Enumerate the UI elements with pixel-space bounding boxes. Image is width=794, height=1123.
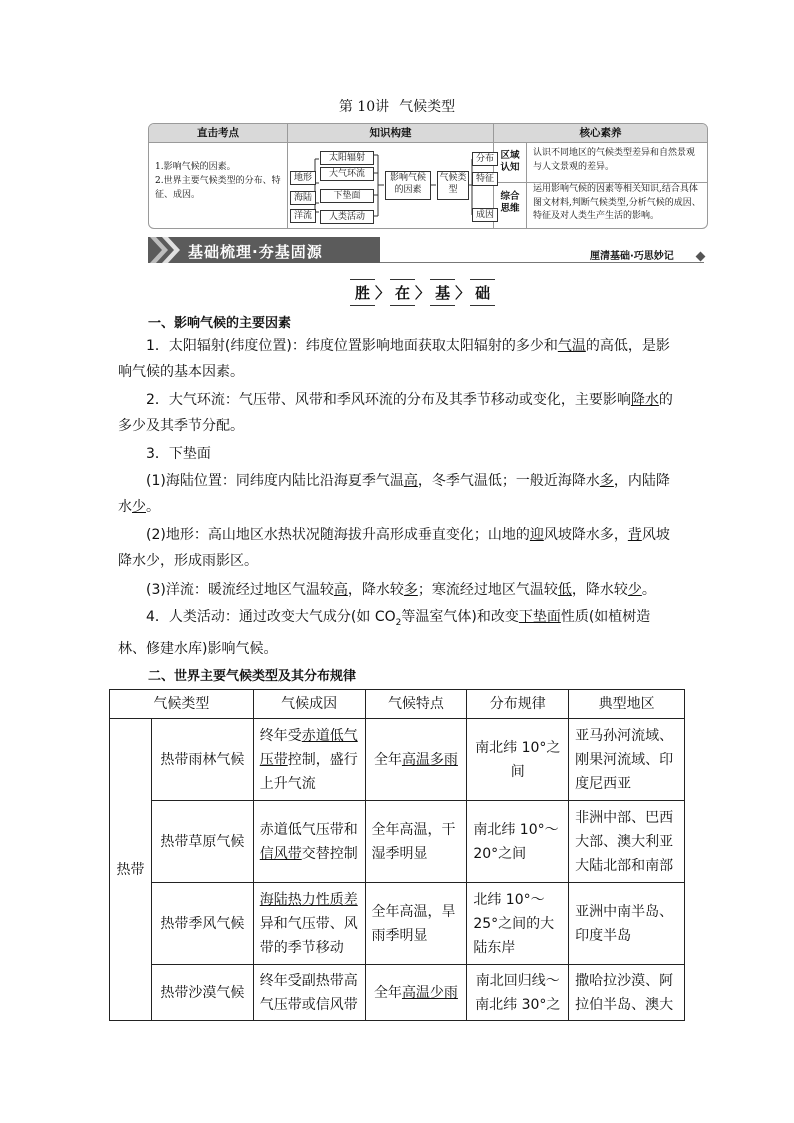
diagram-current: 洋流 bbox=[290, 209, 316, 223]
banner-title: 基础梳理·夯基固源 bbox=[188, 243, 323, 261]
paragraph-currents: (3)洋流：暖流经过地区气温较高，降水较多；寒流经过地区气温较低，降水较少。 bbox=[146, 582, 656, 598]
paragraph-solar: 1．太阳辐射(纬度位置)：纬度位置影响地面获取太阳辐射的多少和气温的高低，是影响气候的基本因素。 bbox=[118, 338, 670, 380]
table-row: 热带草原气候 赤道低气压带和信风带交替控制 全年高温，干湿季明显 南北纬 10°～20°之间 非洲中部、巴西大部、澳大利亚大陆北部和南部 bbox=[110, 801, 685, 883]
table-row: 热带沙漠气候 终年受副热带高气压带或信风带 全年高温少雨 南北回归线～南北纬 30°之 撒哈拉沙漠、阿拉伯半岛、澳大 bbox=[110, 965, 685, 1021]
diagram-solar: 太阳辐射 bbox=[320, 151, 374, 165]
zone-cell: 热带 bbox=[110, 719, 152, 1021]
banner-chevron-icon bbox=[148, 237, 188, 263]
diagram-landsea: 海陆 bbox=[290, 191, 316, 205]
literacy-label-synthesis: 综合思维 bbox=[500, 191, 520, 214]
section2-heading: 二、世界主要气候类型及其分布规律 bbox=[148, 669, 357, 684]
section1-heading: 一、影响气候的主要因素 bbox=[148, 316, 292, 331]
lecture-number: 第 10讲 bbox=[338, 99, 390, 115]
literacy-header: 核心素养 bbox=[494, 124, 707, 142]
diagram-human: 人类活动 bbox=[320, 210, 374, 224]
diagram-circulation: 大气环流 bbox=[320, 167, 374, 181]
diagram-climate-type: 气候类型 bbox=[437, 171, 469, 200]
diagram-cause: 成因 bbox=[472, 208, 498, 222]
literacy-text-region: 认识不同地区的气候类型差异和自然景观与人文景观的差异。 bbox=[533, 148, 696, 172]
table-row: 热带季风气候 海陆热力性质差异和气压带、风带的季节移动 全年高温，旱雨季明显 北纬 10°～25°之间的大陆东岸 亚洲中南半岛、印度半岛 bbox=[110, 883, 685, 965]
paragraph-terrain: (2)地形：高山地区水热状况随海拔升高形成垂直变化；山地的迎风坡降水多，背风坡降水少，形成雨影区。 bbox=[118, 527, 670, 569]
diagram-factors: 影响气候的因素 bbox=[385, 171, 431, 200]
paragraph-human: 4．人类活动：通过改变大气成分(如 $CO_2$等温室气体)和改变下垫面性质(如植树造林、修建水库)影响气候。 bbox=[118, 609, 651, 657]
summary-box bbox=[148, 123, 708, 229]
diagram-feature: 特征 bbox=[472, 172, 498, 186]
exam-points: 1.影响气候的因素。 2.世界主要气候类型的分布、特征、成因。 bbox=[155, 162, 281, 200]
knowledge-header: 知识构建 bbox=[288, 124, 493, 142]
banner-rule bbox=[380, 262, 704, 263]
page-title bbox=[0, 96, 794, 116]
banner-slogan: 厘清基础·巧思妙记 bbox=[590, 251, 674, 262]
table-header-row: 气候类型 气候成因 气候特点 分布规律 典型地区 bbox=[110, 690, 685, 719]
paragraph-circulation: 2．大气环流：气压带、风带和季风环流的分布及其季节移动或变化，主要影响降水的多少及其季节分配。 bbox=[118, 392, 673, 434]
climate-table bbox=[109, 689, 685, 1021]
table-row: 热带 热带雨林气候 终年受赤道低气压带控制，盛行上升气流 全年高温多雨 南北纬 10°之间 亚马孙河流域、刚果河流域、印度尼西亚 bbox=[110, 719, 685, 801]
exam-points-header: 直击考点 bbox=[149, 124, 287, 142]
subheading: 胜 〉 在 〉 基 〉 础 bbox=[350, 279, 495, 301]
diagram-terrain: 地形 bbox=[290, 171, 316, 185]
paragraph-landsea: (1)海陆位置：同纬度内陆比沿海夏季气温高，冬季气温低；一般近海降水多，内陆降水少。 bbox=[118, 473, 670, 515]
diagram-distribution: 分布 bbox=[472, 152, 498, 166]
diamond-icon bbox=[696, 252, 706, 262]
paragraph-surface: 3．下垫面 bbox=[146, 446, 211, 462]
lecture-topic: 气候类型 bbox=[399, 99, 456, 115]
diagram-surface: 下垫面 bbox=[320, 189, 374, 203]
literacy-text-synthesis: 运用影响气候的因素等相关知识,结合具体图文材料,判断气候类型,分析气候的成因、特征及对人类生产生活的影响。 bbox=[533, 184, 701, 221]
literacy-label-region: 区域认知 bbox=[500, 150, 520, 173]
